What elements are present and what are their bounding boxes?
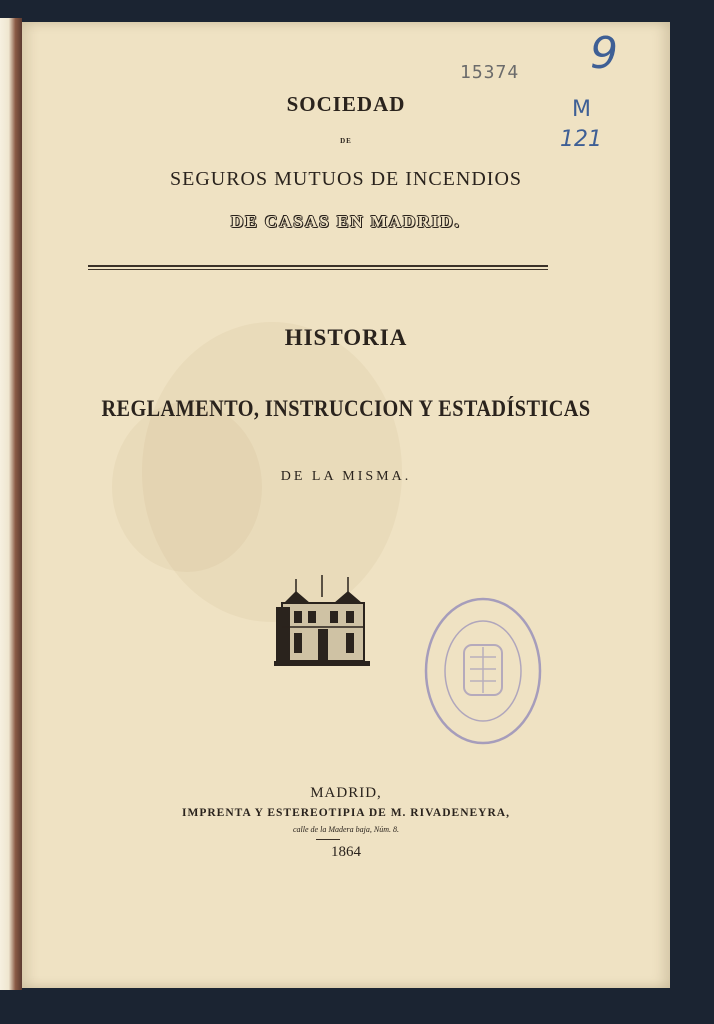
title-casas-madrid: DE CASAS EN MADRID.: [231, 212, 461, 231]
imprint-printer: IMPRENTA Y ESTEREOTIPIA DE M. RIVADENEYRA,: [182, 807, 510, 819]
title-seguros: SEGUROS MUTUOS DE INCENDIOS: [169, 168, 523, 190]
handwritten-number-9: 9: [590, 28, 618, 79]
subtitle-reglamento: REGLAMENTO, INSTRUCCION Y ESTADÍSTICAS: [101, 396, 591, 421]
title-de: DE: [340, 137, 352, 145]
imprint-address: calle de la Madera baja, Núm. 8.: [293, 825, 399, 834]
subtitle-historia: HISTORIA: [284, 325, 408, 350]
shelfmark-number: 15374: [460, 62, 520, 83]
imprint-city: MADRID,: [310, 785, 382, 801]
adjacent-page-edge: [0, 18, 22, 990]
title-rule: [88, 265, 548, 267]
imprint-year: 1864: [331, 844, 361, 860]
building-engraving: [274, 567, 370, 667]
title-sociedad: SOCIEDAD: [286, 92, 406, 116]
handwritten-number-121: 121: [560, 127, 602, 152]
handwritten-letter-m: M: [572, 97, 591, 122]
paper-stain: [112, 402, 262, 572]
library-stamp: [422, 595, 544, 747]
subtitle-de-la-misma: DE LA MISMA.: [280, 469, 412, 484]
title-page: [22, 22, 670, 988]
year-rule: [316, 839, 340, 840]
title-rule-thin: [88, 269, 548, 270]
